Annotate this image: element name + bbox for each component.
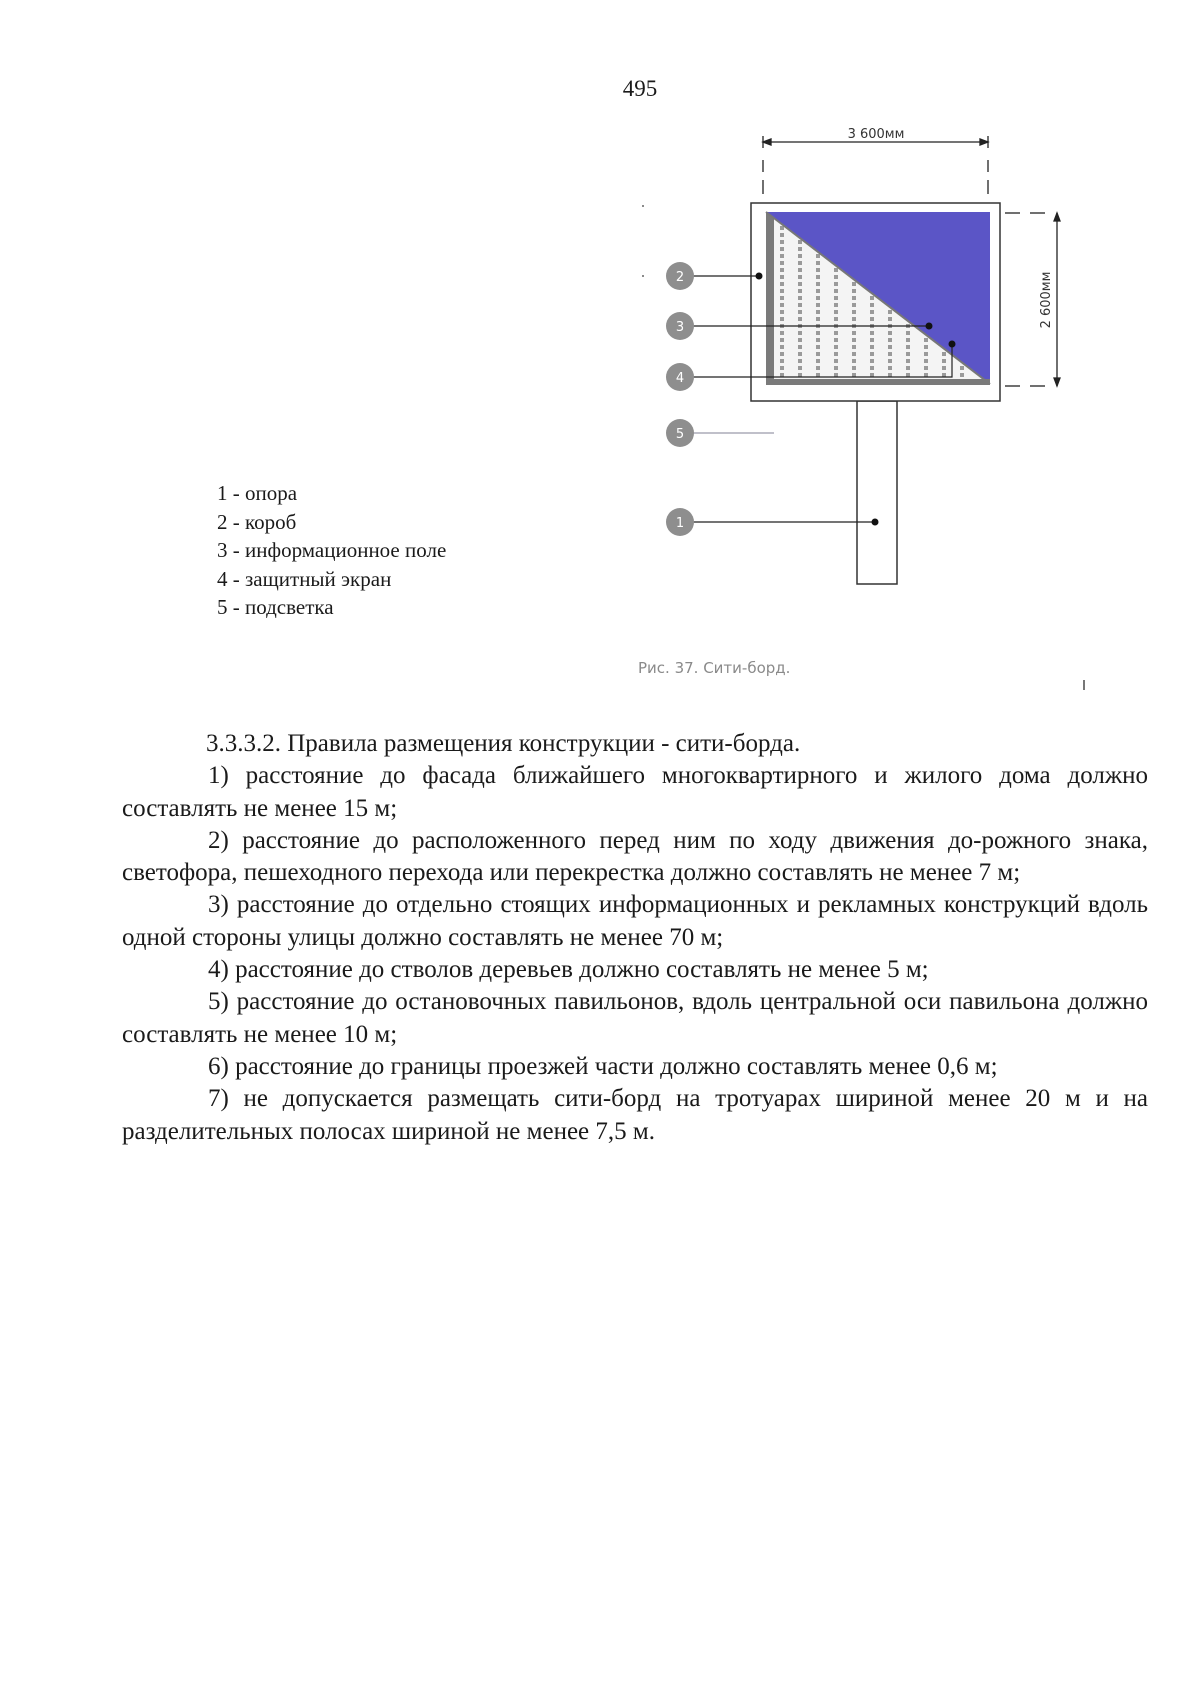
protective-screen xyxy=(766,379,990,385)
legend-item: 4 - защитный экран xyxy=(217,566,392,591)
rule-item: 1) расстояние до фасада ближайшего многоквартирного и жилого дома должно составлять не менее 15 м; xyxy=(122,762,1148,822)
svg-text:2: 2 xyxy=(675,270,685,285)
scan-mark xyxy=(1083,680,1085,690)
callout-4 xyxy=(666,363,694,391)
rule-item: 7) не допускается размещать сити-борд на тротуарах шириной менее 20 м и на разделительных полосах шириной не менее 7,5 м. xyxy=(122,1085,1148,1145)
figure-caption: Рис. 37. Сити-борд. xyxy=(638,659,791,677)
scan-speck xyxy=(642,205,644,207)
figure-legend xyxy=(217,479,446,622)
svg-text:3: 3 xyxy=(675,320,685,335)
rule-item: 5) расстояние до остановочных павильонов, вдоль центральной оси павильона должно составлять не менее 10 м; xyxy=(122,988,1148,1048)
width-label: 3 600мм xyxy=(847,127,905,142)
callout-2 xyxy=(666,262,694,290)
rule-item: 6) расстояние до границы проезжей части должно составлять менее 0,6 м; xyxy=(208,1052,998,1080)
height-label: 2 600мм xyxy=(1039,271,1054,329)
scan-speck xyxy=(642,275,644,277)
city-board-figure xyxy=(0,0,1200,700)
page-number: 495 xyxy=(622,76,658,101)
width-dimension xyxy=(763,136,988,194)
legend-item: 2 - короб xyxy=(217,509,297,534)
rule-item: 3) расстояние до отдельно стоящих информационных и рекламных конструкций вдоль одной стороны улицы должно составлять не менее 70 м; xyxy=(122,891,1148,951)
section-heading: 3.3.3.2. Правила размещения конструкции - сити-борда. xyxy=(206,730,801,757)
section-body xyxy=(122,728,1148,1148)
svg-text:4: 4 xyxy=(675,371,685,386)
rule-item: 2) расстояние до расположенного перед ним по ходу движения до-рожного знака, светофора, пешеходного перехода или перекрестка должно составлять не менее 7 м; xyxy=(122,826,1148,887)
city-board-diagram xyxy=(0,0,1200,700)
callout-1 xyxy=(666,508,694,536)
legend-item: 5 - подсветка xyxy=(217,595,334,619)
svg-text:5: 5 xyxy=(675,427,685,442)
legend-item: 3 - информационное поле xyxy=(217,538,447,562)
callout-5 xyxy=(666,419,694,447)
rule-item: 4) расстояние до стволов деревьев должно составлять не менее 5 м; xyxy=(208,956,929,984)
svg-text:1: 1 xyxy=(675,516,685,531)
callout-3 xyxy=(666,312,694,340)
legend-item: 1 - опора xyxy=(217,481,298,505)
pole xyxy=(857,401,897,584)
